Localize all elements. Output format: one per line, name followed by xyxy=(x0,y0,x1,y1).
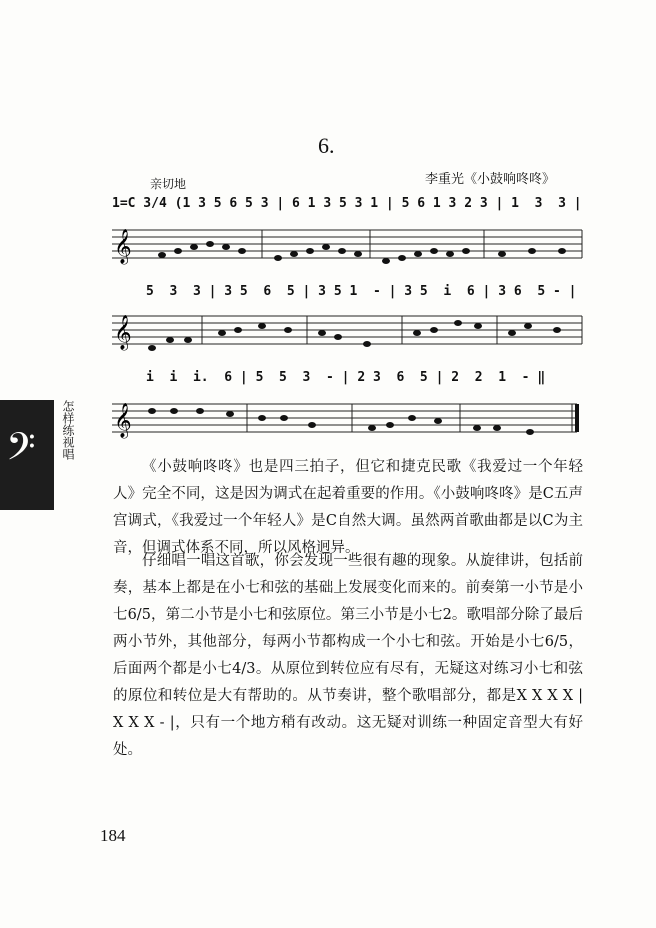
section-title-vertical: 怎样练视唱 xyxy=(61,400,75,460)
page-number: 184 xyxy=(100,826,126,845)
staff-line-1 xyxy=(112,220,590,270)
treble-clef-icon: 𝄞 xyxy=(114,403,132,438)
staff-line-3 xyxy=(112,394,590,444)
jianpu-line-2: 5 3 3 | 3 5 6 5 | 3 5 1 - | 3 5 i 6 | 3 6 5 - | xyxy=(146,284,577,299)
tempo-marking: 亲切地 xyxy=(150,177,187,191)
treble-clef-icon: 𝄞 xyxy=(114,315,132,350)
staff-line-2 xyxy=(112,306,590,356)
bass-clef-icon: 𝄢 xyxy=(6,424,36,478)
jianpu-line-3: i i i. 6 | 5 5 3 - | 2 3 6 5 | 2 2 1 - ‖ xyxy=(146,370,546,385)
bass-clef-side-tab xyxy=(0,400,54,510)
body-paragraph-2: 仔细唱一唱这首歌，你会发现一些很有趣的现象。从旋律讲，包括前奏，基本上都是在小七和弦的基础上发展变化而来的。前奏第一小节是小七6/5，第二小节是小七和弦原位。第三小节是小七2。歌唱部分除了最后两小节外，其他部分，每两小节都构成一个小七和弦。开始是小七6/5，后面两个都是小七4/3。从原位到转位应有尽有，无疑这对练习小七和弦的原位和转位是大有帮助的。从节奏讲，整个歌唱部分，都是X X X X | X X X - |，只有一个地方稍有改动。这无疑对训练一种固定音型大有好处。 xyxy=(113,553,583,758)
composer-credit: 李重光《小鼓响咚咚》 xyxy=(425,172,556,187)
body-paragraph-1: 《小鼓响咚咚》也是四三拍子，但它和捷克民歌《我爱过一个年轻人》完全不同，这是因为调式在起着重要的作用。《小鼓响咚咚》是C五声宫调式，《我爱过一个年轻人》是C自然大调。虽然两首歌曲都是以C为主音，但调式体系不同，所以风格迥异。 xyxy=(113,459,583,556)
jianpu-line-1: 1=C 3/4 (1 3 5 6 5 3 | 6 1 3 5 3 1 | 5 6 1 3 2 3 | 1 3 3 | xyxy=(112,196,582,211)
piece-number: 6. xyxy=(318,133,335,158)
treble-clef-icon: 𝄞 xyxy=(114,229,132,264)
